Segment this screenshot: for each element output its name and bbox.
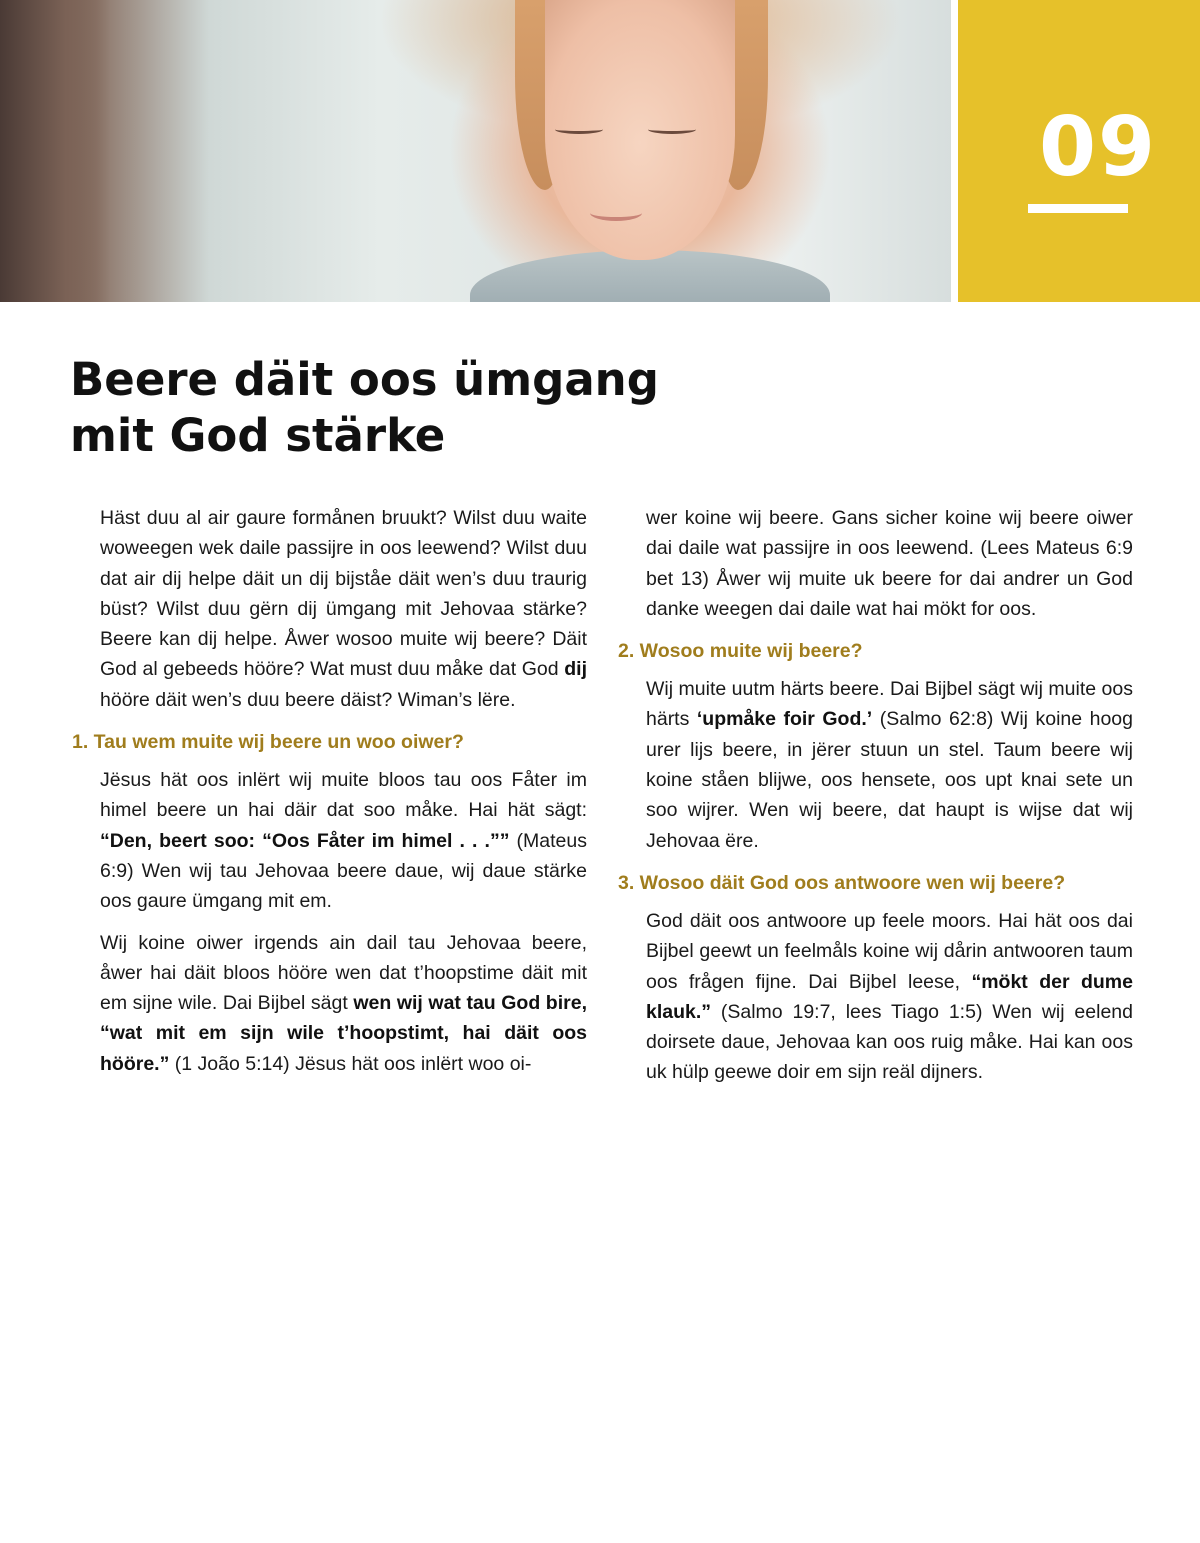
answer-1-paragraph-2: Wij koine oiwer irgends ain dail tau Jehovaa beere, åwer hai däit bloos hööre wen dat t’hoopstime däit mit em sijne wile. Dai Bijbel sägt wen wij wat tau God bire, “wat mit em sijn wile t’hoopstimt, hai däit oos hööre.” (1 João 5:14) Jësus hät oos inlërt woo oi- bbox=[100, 931, 587, 1075]
lesson-number: 09 bbox=[1038, 100, 1158, 195]
answer-2-paragraph: Wij muite uutm härts beere. Dai Bijbel sägt wij muite oos härts ‘upmåke foir God.’ (Salmo 62:8) Wij koine hoog urer lijs beere, in jërer stuun un stel. Taum beere wij koine ståen blijwe, oos hensete, oos upt knai sete un soo wijrer. Wen wij beere, dat haupt is wijse dat wij Jehovaa ëre. bbox=[646, 678, 1133, 852]
smile bbox=[590, 205, 642, 221]
closed-eye-right bbox=[648, 125, 696, 134]
bold-quote: wen wij wat tau God bire, “wat mit em sijn wile t’hoopstimt, hai däit oos hööre.” bbox=[100, 992, 587, 1075]
background-bookshelf bbox=[0, 0, 110, 302]
intro-paragraph: Häst duu al air gaure formånen bruukt? Wilst duu waite woweegen wek daile passijre in oos leewend? Wilst duu dat air dij helpe däit un dij bijståe däit wen’s duu traurig büst? Wilst duu gërn dij ümgang mit Jehovaa stärke? Beere kan dij helpe. Åwer wosoo muite wij beere? Däit God al gebeeds hööre? Wat must duu måke dat God dij hööre däit wen’s duu beere däist? Wiman’s lëre. bbox=[100, 507, 587, 711]
question-2: 2. Wosoo muite wij beere? bbox=[618, 640, 863, 663]
bold-quote: “Den, beert soo: “Oos Fåter im himel . . .”” bbox=[100, 829, 510, 852]
right-column bbox=[618, 503, 1133, 1099]
question-3: 3. Wosoo däit God oos antwoore wen wij beere? bbox=[618, 871, 1066, 894]
answer-1-continuation: wer koine wij beere. Gans sicher koine wij beere oiwer dai daile wat passijre in oos leewend. (Lees Mateus 6:9 bet 13) Åwer wij muite uk beere for dai andrer un God danke weegen dai daile wat hai mökt for oos. bbox=[646, 507, 1133, 620]
lesson-badge bbox=[958, 0, 1200, 302]
answer-1-paragraph-1: Jësus hät oos inlërt wij muite bloos tau oos Fåter im himel beere un hai däir dat soo måke. Hai hät sägt: “Den, beert soo: “Oos Fåter im himel . . .”” (Mateus 6:9) Wen wij tau Jehovaa beere daue, wij daue stärke oos gaure ümgang mit em. bbox=[100, 769, 587, 913]
left-column bbox=[72, 503, 587, 1090]
header-photo bbox=[0, 0, 951, 302]
closed-eye-left bbox=[555, 125, 603, 134]
bold-quote: “mökt der dume klauk.” bbox=[646, 970, 1133, 1023]
answer-3-paragraph: God däit oos antwoore up feele moors. Hai hät oos dai Bijbel geewt un feelmåls koine wij dårin antwooren taum oos frågen fijne. Dai Bijbel leese, “mökt der dume klauk.” (Salmo 19:7, lees Tiago 1:5) Wen wij eelend doirsete daue, Jehovaa kan oos ruig måke. Hai kan oos uk hülp geewe doir em sijn reäl dijners. bbox=[646, 909, 1133, 1084]
bold-quote: dij bbox=[564, 658, 587, 681]
question-1: 1. Tau wem muite wij beere un woo oiwer? bbox=[72, 731, 464, 754]
bold-quote: ‘upmåke foir God.’ bbox=[696, 708, 873, 731]
page-title: Beere däit oos ümgang mit God stärke bbox=[70, 353, 659, 462]
lesson-underline bbox=[1028, 204, 1128, 213]
